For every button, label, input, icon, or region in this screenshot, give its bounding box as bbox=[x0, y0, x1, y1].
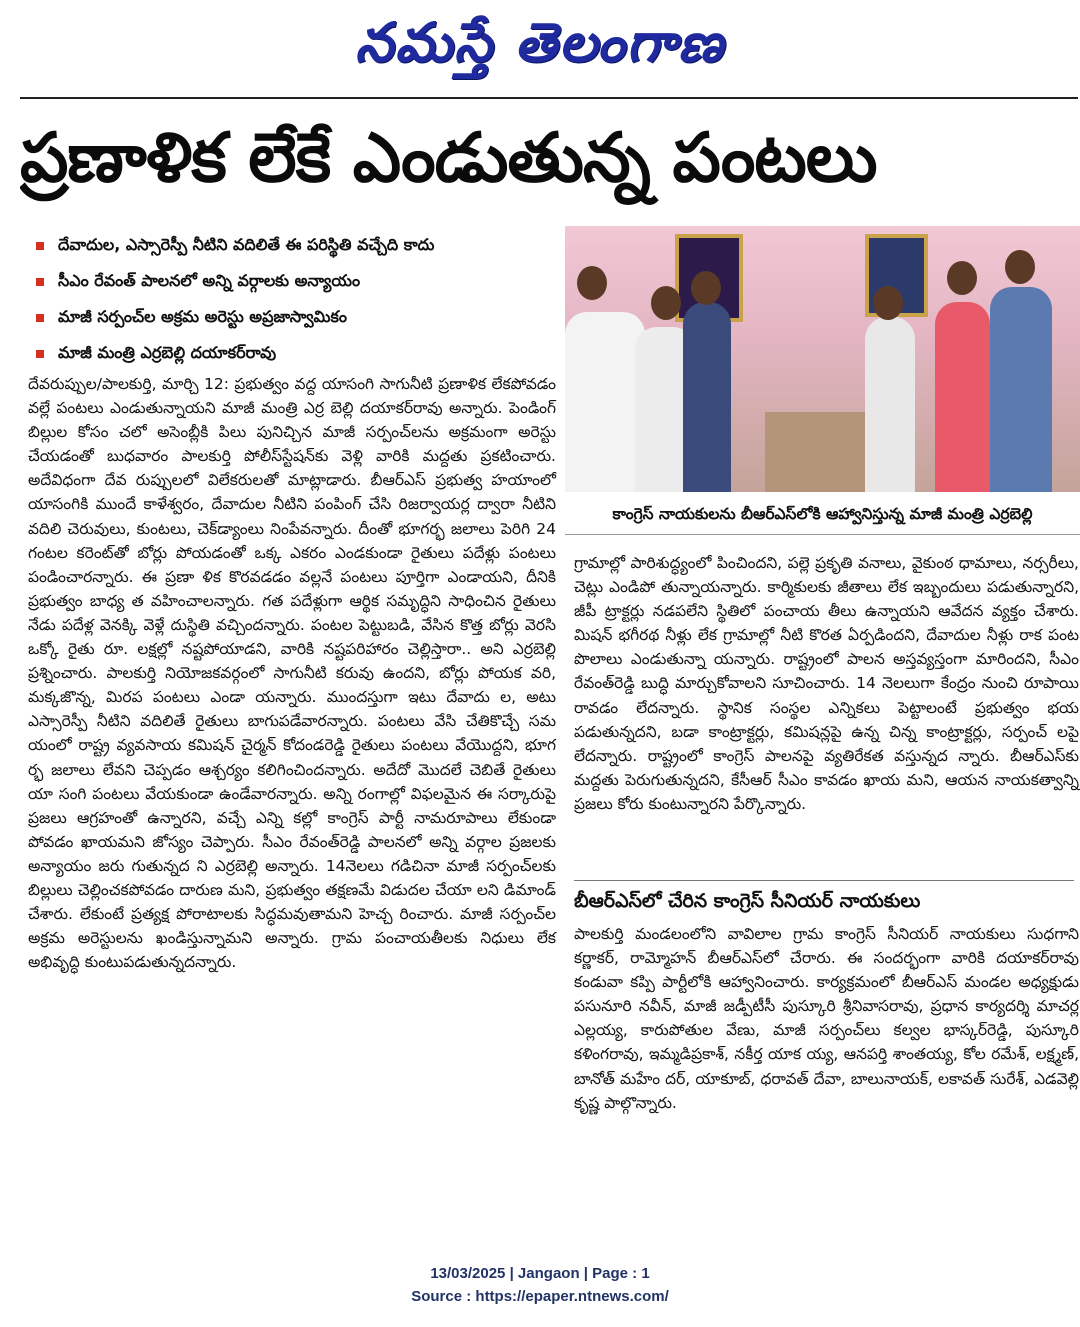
section-divider bbox=[574, 880, 1074, 881]
highlight-item: సీఎం రేవంత్ పాలనలో అన్ని వర్గాలకు అన్యాయం bbox=[36, 264, 556, 300]
newspaper-masthead: నమస్తే తెలంగాణ bbox=[355, 10, 725, 74]
highlight-item: దేవాదుల, ఎస్సారెస్పీ నీటిని వదిలితే ఈ పరిస్థితి వచ్చేది కాదు bbox=[36, 228, 556, 264]
person-figure bbox=[565, 312, 645, 492]
article-body-text: దేవరుప్పుల/పాలకుర్తి, మార్చి 12: ప్రభుత్వం వద్ద యాసంగి సాగునీటి ప్రణాళిక లేకపోవడం వల్లే పంటలు ఎండుతున్నాయని మాజీ మంత్రి ఎర్ర బెల్లి దయాకర్‌రావు అన్నారు. పెండింగ్ బిల్లుల కోసం చలో అసెంబ్లీకి పిలు పునిచ్చిన మాజీ సర్పంచ్‌లను అక్రమంగా అరెస్టు చేయడంతో బుధవారం పాలకుర్తి పోలీస్‌స్టేషన్‌కు వెళ్లి వారికి మద్దతు ప్రకటించారు. అదేవిధంగా దేవ రుప్పులలో విలేకరులతో మాట్లాడారు. బీఆర్ఎస్ ప్రభుత్వ హయాంలో యాసంగికి ముందే కాళేశ్వరం, దేవాదుల నీటిని పంపింగ్ చేసి రిజర్వాయర్ల ద్వారా నీటిని వదిలి చెరువులు, కుంటలు, చెక్‌డ్యాంలు నింపేవన్నారు. దీంతో భూగర్భ జలాలు పెరిగి 24 గంటల కరెంట్‌తో బోర్లు పోయడంతో ఒక్క ఎకరం ఎండకుండా రైతులు పదేళ్లు పంటలు పండించారన్నారు. ఈ ప్రణా ళిక కొరవడడం వల్లనే పంటలు పూర్తిగా ఎండాయని, దీనికి ప్రభుత్వం బాధ్య త వహించాలన్నారు. గత పదేళ్లుగా ఆర్థిక సమృద్ధిని సాధించిన రైతులు నేడు పదేళ్ల వెనక్కి వెళ్లే దుస్థితి వచ్చిందన్నారు. పంటల పెట్టుబడి, వేసిన కొత్త బోర్లు వెరసి ఒక్కో రైతు రూ. లక్షల్లో నష్టపోయాడని, వారికి నష్టపరిహారం చెల్లిస్తారా.. అని ఎర్రబెల్లి ప్రశ్నించారు. పాలకుర్తి నియోజకవర్గంలో సాగునీటి కరువు ఉందని, బోర్లు పోయక వరి, మక్కజొన్న, మిరప పంటలు ఎండా యన్నారు. ముందస్తుగా ఇటు దేవాదు ల, అటు ఎస్సారెస్పీ నీటిని వదిలితే రైతులు బాగుపడేవారన్నారు. పంటలు వేసి చేతికొచ్చే సమ యంలో రాష్ట్ర వ్యవసాయ కమిషన్ చైర్మన్ కోదండరెడ్డి రైతులు పంటలు వేయొద్దని, భూగ ర్భ జలాలు లేవని చెప్పడం ఆశ్చర్యం కలిగించిందన్నారు. అదేదో మొదలే చెబితే రైతులు యా సంగి పంటలు వేయకుండా ఉండేవారన్నారు. అన్ని రంగాల్లో విఫలమైన ఈ సర్కారుపై ప్రజలు ఆగ్రహంతో ఉన్నారని, వచ్చే ఎన్ని కల్లో కాంగ్రెస్ పార్టీ నామరూపాలు లేకుండా పోవడం ఖాయమని జోస్యం చెప్పారు. సీఎం రేవంత్‌రెడ్డి పాలనలో అన్ని వర్గాల ప్రజలకు అన్యాయం జరు గుతున్నద ని ఎర్రబెల్లి అన్నారు. 14నెలలు గడిచినా మాజీ సర్పంచ్‌లకు బిల్లులు చెల్లించకపోవడం దారుణ మని, ప్రభుత్వం తక్షణమే విడుదల చేయా లని డిమాండ్ చేశారు. లేకుంటే ప్రత్యక్ష పోరాటాలకు సిద్ధమవుతామని హెచ్చ రించారు. మాజీ సర్పంచ్‌ల అక్రమ అరెస్టులను ఖండిస్తున్నామని అన్నారు. గ్రామ పంచాయతీలకు నిధులు లేక అభివృద్ధి కుంటుపడుతున్నదన్నారు. bbox=[28, 375, 556, 972]
footer-source: Source : https://epaper.ntnews.com/ bbox=[411, 1288, 669, 1305]
person-head bbox=[947, 261, 977, 295]
person-figure bbox=[865, 317, 915, 492]
article-column-right-bottom bbox=[574, 922, 1079, 1115]
bullet-square-icon bbox=[36, 314, 44, 322]
photo-caption: కాంగ్రెస్ నాయకులను బీఆర్ఎస్‌లోకి ఆహ్వానిస్తున్న మాజీ మంత్రి ఎర్రబెల్లి bbox=[565, 494, 1080, 535]
person-head bbox=[1005, 250, 1035, 284]
news-photo bbox=[565, 226, 1080, 492]
bullet-square-icon bbox=[36, 278, 44, 286]
section-subheading: బీఆర్ఎస్‌లో చేరిన కాంగ్రెస్ సీనియర్ నాయకులు bbox=[574, 890, 921, 912]
person-figure bbox=[935, 302, 990, 492]
person-head bbox=[691, 271, 721, 305]
footer-date-edition: 13/03/2025 | Jangaon | Page : 1 bbox=[430, 1265, 650, 1282]
highlight-item: మాజీ సర్పంచ్‌ల అక్రమ అరెస్టు అప్రజాస్వామికం bbox=[36, 300, 556, 336]
person-head bbox=[873, 286, 903, 320]
person-figure bbox=[990, 287, 1052, 492]
person-figure bbox=[683, 302, 731, 492]
bullet-square-icon bbox=[36, 242, 44, 250]
article-headline: ప్రణాళిక లేకే ఎండుతున్న పంటలు bbox=[20, 119, 877, 198]
highlight-list bbox=[36, 228, 556, 372]
article-body-text: పాలకుర్తి మండలంలోని వావిలాల గ్రామ కాంగ్రెస్ సీనియర్ నాయకులు సుధగాని కర్ణాకర్, రామ్మోహన్ బీఆర్ఎస్‌లో చేరారు. ఈ సందర్భంగా వారికి దయాకర్‌రావు కండువా కప్పి పార్టీలోకి ఆహ్వానించారు. కార్యక్రమంలో బీఆర్ఎస్ మండల అధ్యక్షుడు పసునూరి నవీన్, మాజీ జడ్పీటీసీ పుస్కూరి శ్రీనివాసరావు, ప్రధాన కార్యదర్శి మాచర్ల ఎల్లయ్య, కారుపోతుల వేణు, మాజీ సర్పంచ్‌లు కల్వల భాస్కర్‌రెడ్డి, పుస్కూరి కళింగరావు, ఇమ్మడిప్రకాశ్, నకీర్త యాక య్య, ఆనపర్తి శాంతయ్య, కోల రమేశ్, లక్ష్మణ్, బానోత్ మహేం దర్, యాకూబ్, ధరావత్ దేవా, బాలునాయక్, లకావత్ సురేశ్, ఎడవెల్లి కృష్ణ పాల్గొన్నారు. bbox=[574, 925, 1079, 1112]
article-body-text: గ్రామాల్లో పారిశుద్ధ్యంలో పించిందని, పల్లె ప్రకృతి వనాలు, వైకుంఠ ధామాలు, నర్సరీలు, చెట్లు ఎండిపో తున్నాయన్నారు. కార్మికులకు జీతాలు లేక ఇబ్బందులు పడుతున్నారని, జీపీ ట్రాక్టర్లు నడపలేని స్థితిలో పంచాయ తీలు ఉన్నాయని ఆవేదన వ్యక్తం చేశారు. మిషన్ భగీరథ నీళ్లు లేక గ్రామాల్లో నీటి కొరత ఏర్పడిందని, దేవాదుల నీళ్లు రాక పంట పొలాలు ఎండుతున్నా యన్నారు. రాష్ట్రంలో పాలన అస్తవ్యస్తంగా మారిందని, సీఎం రేవంత్‌రెడ్డి బుద్ధి మార్చుకోవాలని సూచించారు. 14 నెలలుగా కేంద్రం నుంచి రూపాయి రావడం లేదన్నారు. స్థానిక సంస్థల ఎన్నికలు పెట్టాలంటే ప్రభుత్వం భయ పడుతున్నదని, బడా కాంట్రాక్టర్లు, కమిషన్లపై ఉన్న చిన్న కాంట్రాక్టర్లు, సర్పంచ్ లపై లేదన్నారు. రాష్ట్రంలో కాంగ్రెస్ పాలనపై వ్యతిరేకత వస్తున్నద న్నారు. బీఆర్ఎస్‌కు మద్దతు పెరుగుతున్నదని, కేసీఆర్ సీఎం కావడం ఖాయ మని, ఆయన నాయకత్వాన్ని ప్రజలు కోరు కుంటున్నారని పేర్కొన్నారు. bbox=[574, 554, 1079, 813]
bullet-square-icon bbox=[36, 350, 44, 358]
article-column-right bbox=[574, 551, 1079, 816]
person-head bbox=[577, 266, 607, 300]
person-head bbox=[651, 286, 681, 320]
highlight-item: మాజీ మంత్రి ఎర్రబెల్లి దయాకర్‌రావు bbox=[36, 336, 556, 372]
article-column-left bbox=[28, 372, 556, 974]
masthead-divider bbox=[20, 97, 1078, 99]
